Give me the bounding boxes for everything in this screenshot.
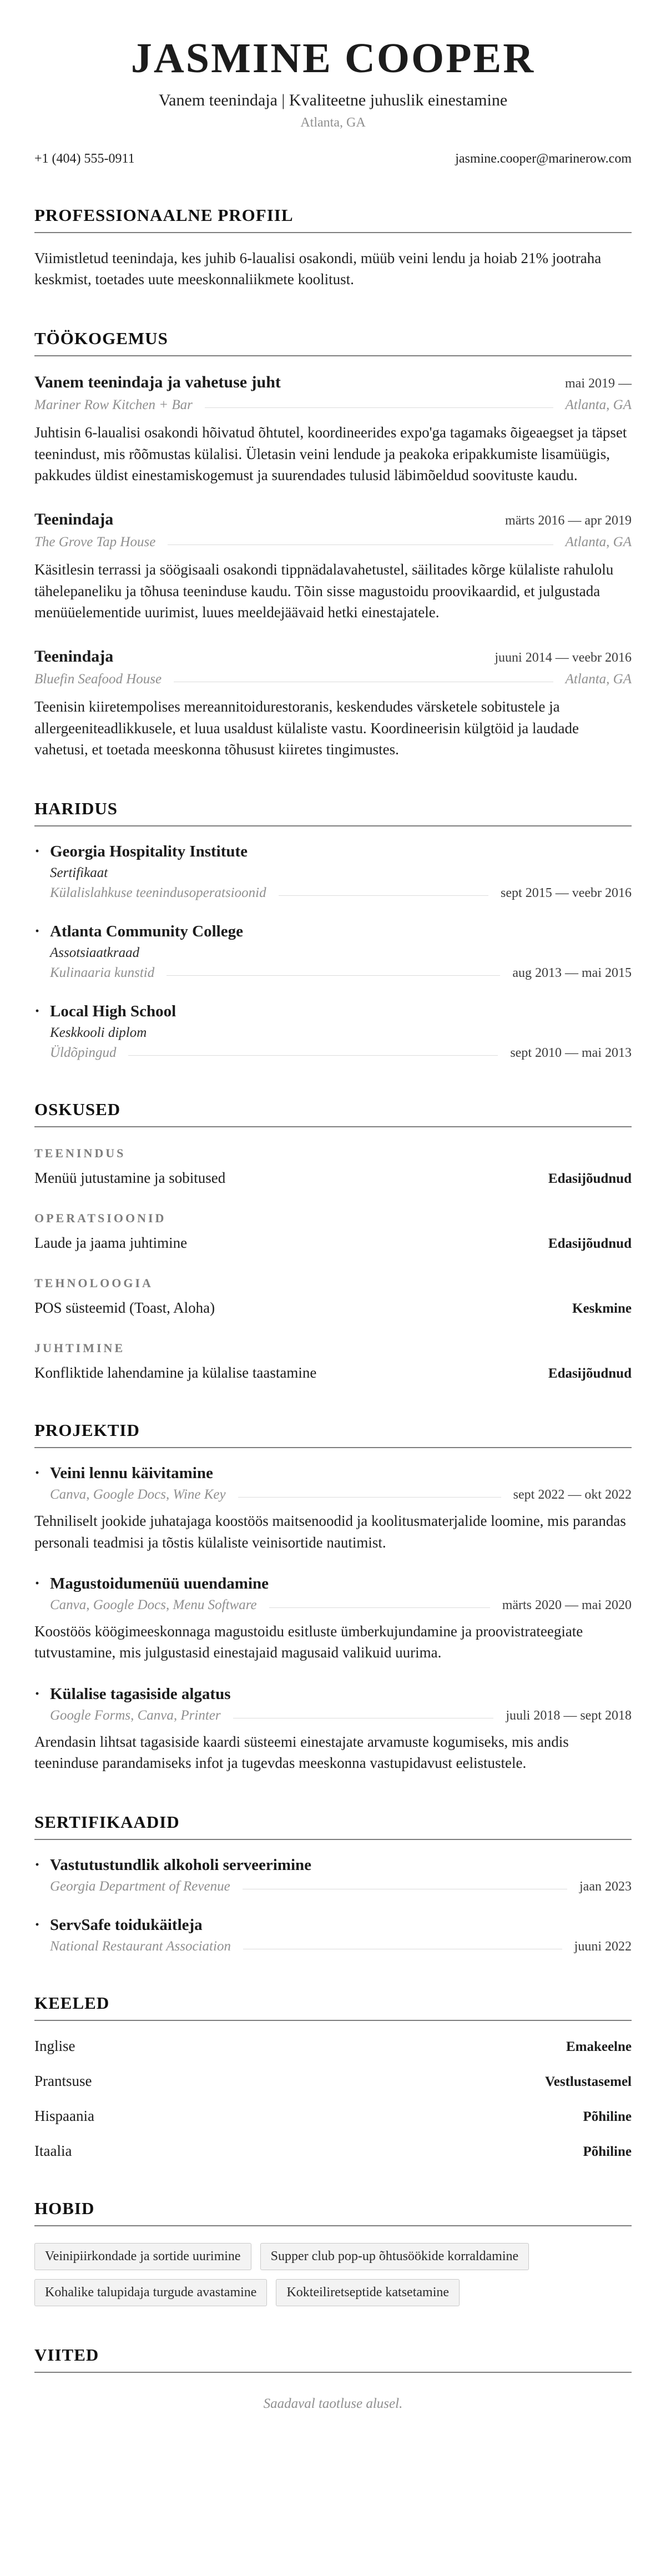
hobby-chip: Supper club pop-up õhtusöökide korraldamine xyxy=(260,2243,529,2270)
certification-issuer: Georgia Department of Revenue xyxy=(50,1879,230,1894)
skill-level: Edasijõudnud xyxy=(548,1366,632,1382)
language-level: Vestlustasemel xyxy=(544,2074,632,2090)
education-dates: sept 2010 — mai 2013 xyxy=(510,1046,632,1061)
language-name: Itaalia xyxy=(34,2143,72,2160)
skill-category: TEENINDUS xyxy=(34,1146,126,1161)
section-projects xyxy=(34,1420,632,1773)
certification-meta-row xyxy=(50,1879,632,1894)
language-level: Põhiline xyxy=(583,2144,632,2160)
language-name: Prantsuse xyxy=(34,2073,92,2090)
language-level: Põhiline xyxy=(583,2109,632,2125)
school-name: Atlanta Community College xyxy=(50,922,243,941)
section-references xyxy=(34,2345,632,2412)
language-row xyxy=(34,2038,632,2055)
section-heading-hobbies: HOBID xyxy=(34,2199,632,2226)
candidate-name: JASMINE COOPER xyxy=(130,35,536,82)
candidate-title: Vanem teenindaja | Kvaliteetne juhuslik einestamine xyxy=(158,90,508,109)
section-experience xyxy=(34,329,632,760)
project-meta-row xyxy=(50,1708,632,1723)
certification-issuer: National Restaurant Association xyxy=(50,1939,231,1954)
skill-name: Laude ja jaama juhtimine xyxy=(34,1234,188,1252)
bullet-icon xyxy=(34,1002,50,1021)
section-heading-skills: OSKUSED xyxy=(34,1100,632,1127)
project-meta-row xyxy=(50,1597,632,1613)
language-row xyxy=(34,2108,632,2125)
skill-level: Edasijõudnud xyxy=(548,1236,632,1252)
job-title-row xyxy=(34,373,632,392)
job-entry xyxy=(34,373,632,486)
skill-name: Konfliktide lahendamine ja külalise taastamine xyxy=(34,1364,317,1382)
project-title: Magustoidumenüü uuendamine xyxy=(50,1574,269,1592)
language-row xyxy=(34,2073,632,2090)
project-description: Tehniliselt jookide juhatajaga koostöös maitsenoodid ja koolitusmaterjalide loomine, mis parandas personali teadmisi ja tõstis külaliste veinisortide nautimist. xyxy=(34,1513,626,1551)
skill-name: Menüü jutustamine ja sobitused xyxy=(34,1169,226,1187)
job-company: Mariner Row Kitchen + Bar xyxy=(34,397,193,413)
degree-name: Assotsiaatkraad xyxy=(50,945,140,961)
project-meta-row xyxy=(50,1487,632,1503)
project-title: Külalise tagasiside algatus xyxy=(50,1685,231,1703)
job-title: Vanem teenindaja ja vahetuse juht xyxy=(34,373,281,392)
school-name: Georgia Hospitality Institute xyxy=(50,843,248,861)
skill-group xyxy=(34,1211,632,1252)
skill-group xyxy=(34,1276,632,1317)
section-heading-certifications: SERTIFIKAADID xyxy=(34,1812,632,1840)
language-name: Hispaania xyxy=(34,2108,94,2125)
job-meta-row xyxy=(34,397,632,413)
certification-entry xyxy=(34,1856,632,1894)
project-tools: Canva, Google Docs, Wine Key xyxy=(50,1487,226,1503)
hobby-chip: Kohalike talupidaja turgude avastamine xyxy=(34,2279,267,2306)
bullet-icon xyxy=(34,922,50,941)
degree-name: Keskkooli diplom xyxy=(50,1025,147,1041)
education-entry xyxy=(34,842,632,901)
section-heading-projects: PROJEKTID xyxy=(34,1420,632,1448)
bullet-icon xyxy=(34,1856,50,1874)
skill-level: Keskmine xyxy=(572,1301,632,1317)
certification-meta-row xyxy=(50,1939,632,1954)
job-entry xyxy=(34,510,632,623)
language-row xyxy=(34,2143,632,2160)
skill-group xyxy=(34,1341,632,1382)
project-entry xyxy=(34,1464,632,1553)
field-of-study: Kulinaaria kunstid xyxy=(50,965,155,981)
project-title: Veini lennu käivitamine xyxy=(50,1464,213,1483)
project-description: Arendasin lihtsat tagasiside kaardi süsteemi einestajate arvamuste kogumiseks, mis andis teeninduse parandamiseks infot ja tugevdas meeskonna vastupidavust eelistustele. xyxy=(34,1733,569,1771)
degree-name: Sertifikaat xyxy=(50,865,108,881)
job-location: Atlanta, GA xyxy=(565,535,632,550)
leader-line xyxy=(269,1607,490,1608)
section-languages xyxy=(34,1993,632,2160)
job-description: Juhtisin 6-laualisi osakondi hõivatud õhtutel, koordineerides expo'ga tagamaks õigeaegset ja täpset teenindust, mis rõõmustas külalisi. Ületasin veini lendude ja peakoka eripakkumiste lisamüügis, pakkudes üldist einestamiskogemust ja suurendades tulusid läbimõeldud soovituste kaudu. xyxy=(34,424,627,483)
education-dates: aug 2013 — mai 2015 xyxy=(512,966,632,981)
job-dates: märts 2016 — apr 2019 xyxy=(505,513,632,528)
bullet-icon xyxy=(34,1464,50,1483)
leader-line xyxy=(238,1497,501,1498)
job-entry xyxy=(34,647,632,760)
hobby-list xyxy=(34,2243,632,2306)
hobby-chip: Veinipiirkondade ja sortide uurimine xyxy=(34,2243,251,2270)
job-meta-row xyxy=(34,672,632,687)
job-location: Atlanta, GA xyxy=(565,397,632,413)
education-dates: sept 2015 — veebr 2016 xyxy=(501,886,632,901)
section-skills xyxy=(34,1100,632,1382)
education-entry xyxy=(34,922,632,981)
job-meta-row xyxy=(34,535,632,550)
profile-text: Viimistletud teenindaja, kes juhib 6-laualisi osakondi, müüb veini lendu ja hoiab 21% jootraha keskmist, toetades uute meeskonnaliikmete koolitust. xyxy=(34,249,602,288)
leader-line xyxy=(279,895,488,896)
bullet-icon xyxy=(34,1574,50,1593)
language-level: Emakeelne xyxy=(566,2039,632,2055)
resume-header xyxy=(34,36,632,167)
bullet-icon xyxy=(34,1915,50,1934)
contact-row xyxy=(34,152,632,167)
job-description: Käsitlesin terrassi ja söögisaali osakondi tippnädalavahetustel, säilitades kõrge külaliste rahulolu tähelepaneliku ja tõhusa teeninduse kaudu. Tõin sisse magustoidu proovikaardid, et julgustada menüüelementide uurimist, luues meeldejäävaid hetki einestajatele. xyxy=(34,561,614,621)
references-text: Saadaval taotluse alusel. xyxy=(263,2396,403,2412)
field-of-study: Üldõpingud xyxy=(50,1045,117,1061)
job-title: Teenindaja xyxy=(34,647,114,666)
section-heading-profile: PROFESSIONAALNE PROFIIL xyxy=(34,205,632,233)
skill-group xyxy=(34,1146,632,1187)
job-title: Teenindaja xyxy=(34,510,114,529)
job-title-row xyxy=(34,647,632,666)
project-description: Koostöös köögimeeskonnaga magustoidu esitluste ümberkujundamine ja proovistrateegiate tutvustamine, mis julgustasid einestajaid magusaid valikuid uurima. xyxy=(34,1622,583,1661)
skill-level: Edasijõudnud xyxy=(548,1171,632,1187)
job-location: Atlanta, GA xyxy=(565,672,632,687)
section-hobbies xyxy=(34,2199,632,2306)
skill-category: JUHTIMINE xyxy=(34,1341,125,1355)
leader-line xyxy=(205,407,553,408)
job-description: Teenisin kiiretempolises mereannitoidurestoranis, keskendudes värsketele sobitustele ja allergeeniteadlikkusele, et luua usaldust külaliste vastu. Koordineerisin külgtöid ja laudade vahetusi, et toetada meeskonna tõhusust kiiretes tingimustes. xyxy=(34,698,579,758)
section-education xyxy=(34,799,632,1061)
section-certifications xyxy=(34,1812,632,1954)
section-heading-languages: KEELED xyxy=(34,1993,632,2021)
education-entry xyxy=(34,1002,632,1061)
skill-name: POS süsteemid (Toast, Aloha) xyxy=(34,1299,215,1317)
skill-category: OPERATSIOONID xyxy=(34,1211,167,1226)
job-company: The Grove Tap House xyxy=(34,535,156,550)
school-name: Local High School xyxy=(50,1002,176,1021)
project-entry xyxy=(34,1574,632,1663)
job-dates: mai 2019 — xyxy=(565,376,632,391)
bullet-icon xyxy=(34,1685,50,1703)
project-dates: juuli 2018 — sept 2018 xyxy=(506,1708,632,1723)
certification-title: Vastutustundlik alkoholi serveerimine xyxy=(50,1856,312,1874)
education-meta-row xyxy=(50,885,632,901)
job-company: Bluefin Seafood House xyxy=(34,672,162,687)
candidate-location: Atlanta, GA xyxy=(300,115,366,130)
certification-title: ServSafe toidukäitleja xyxy=(50,1916,203,1934)
skill-category: TEHNOLOOGIA xyxy=(34,1276,153,1290)
leader-line xyxy=(128,1055,498,1056)
field-of-study: Külalislahkuse teenindusoperatsioonid xyxy=(50,885,266,901)
project-entry xyxy=(34,1685,632,1774)
job-title-row xyxy=(34,510,632,529)
job-dates: juuni 2014 — veebr 2016 xyxy=(495,651,632,666)
email-address: jasmine.cooper@marinerow.com xyxy=(455,151,632,166)
project-tools: Canva, Google Docs, Menu Software xyxy=(50,1597,257,1612)
project-dates: sept 2022 — okt 2022 xyxy=(513,1488,632,1503)
certification-entry xyxy=(34,1915,632,1954)
project-tools: Google Forms, Canva, Printer xyxy=(50,1707,221,1723)
section-heading-references: VIITED xyxy=(34,2345,632,2373)
project-dates: märts 2020 — mai 2020 xyxy=(502,1597,632,1612)
bullet-icon xyxy=(34,842,50,861)
section-heading-experience: TÖÖKOGEMUS xyxy=(34,329,632,356)
certification-date: jaan 2023 xyxy=(579,1879,632,1894)
section-heading-education: HARIDUS xyxy=(34,799,632,826)
education-meta-row xyxy=(50,965,632,981)
phone-number: +1 (404) 555-0911 xyxy=(34,151,135,166)
leader-line xyxy=(167,975,500,976)
education-meta-row xyxy=(50,1045,632,1061)
section-profile xyxy=(34,205,632,290)
hobby-chip: Kokteiliretseptide katsetamine xyxy=(276,2279,460,2306)
language-name: Inglise xyxy=(34,2038,75,2055)
certification-date: juuni 2022 xyxy=(574,1939,632,1954)
